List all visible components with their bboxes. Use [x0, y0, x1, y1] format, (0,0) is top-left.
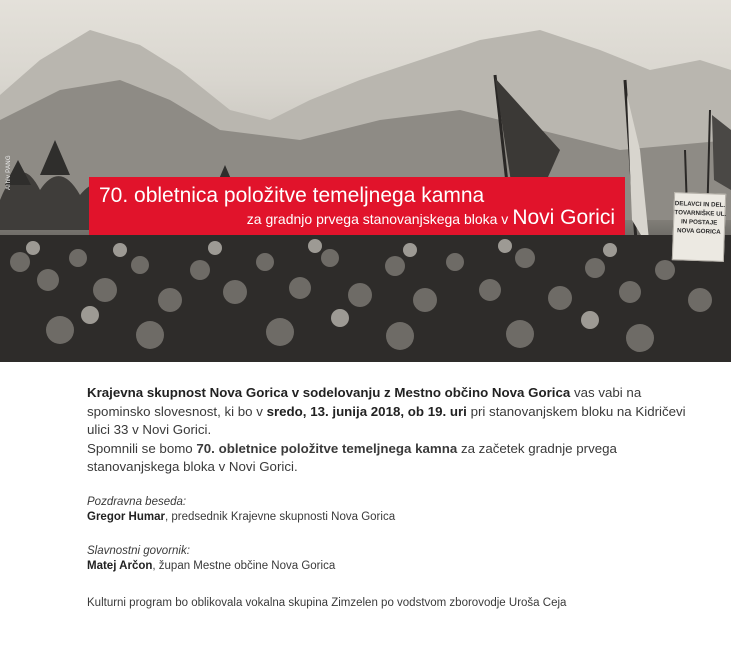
sign-line: IN POSTAJE	[680, 218, 718, 227]
speaker-role: , župan Mestne občine Nova Gorica	[152, 560, 336, 573]
welcome-role: , predsednik Krajevne skupnosti Nova Gorica	[164, 511, 396, 524]
commemoration-paragraph	[87, 440, 687, 477]
banner-title: 70. obletnica položitve temeljnega kamna	[99, 184, 485, 207]
cultural-program: Kulturni program bo oblikovala vokalna skupina Zimzelen po vodstvom zborovodje Uroša Ceja	[87, 597, 567, 609]
title-banner	[89, 177, 625, 235]
banner-place: Novi Gorici	[512, 206, 615, 229]
protest-sign	[672, 192, 726, 262]
commemoration-rest: za začetek gradnje prvega stanovanjskega bloka v Novi Gorici.	[87, 440, 617, 475]
event-date: sredo, 13. junija 2018, ob 19. uri	[266, 403, 467, 419]
speaker-name: Matej Arčon	[87, 560, 153, 573]
welcome-label: Pozdravna beseda:	[87, 495, 187, 508]
speaker-section	[87, 544, 687, 575]
commemoration-lead: Spomnili se bomo	[87, 440, 197, 456]
sign-line: NOVA GORICA	[676, 227, 721, 236]
banner-subtitle: za gradnjo prvega stanovanjskega bloka v	[246, 211, 509, 227]
sign-line: DELAVCI IN DEL.	[674, 200, 726, 209]
intro-text: vas vabi na spominsko slovesnost, ki bo v	[87, 385, 642, 419]
invitation-text	[87, 384, 687, 575]
sign-line: TOVARNIŠKE UL.	[674, 209, 727, 218]
welcome-name: Gregor Humar	[87, 511, 165, 524]
commemoration-highlight: 70. obletnice položitve temeljnega kamna	[196, 440, 458, 456]
banner-subtitle-row	[247, 206, 615, 230]
intro-organizer: Krajevna skupnost Nova Gorica v sodelovanju z Mestno občino Nova Gorica	[87, 385, 571, 400]
welcome-section	[87, 495, 687, 526]
intro-paragraph	[87, 384, 687, 440]
intro-location: pri stanovanjskem bloku na Kidričevi ulici 33 v Novi Gorici.	[87, 403, 686, 438]
photo-credit: Arhiv PANG	[6, 155, 12, 190]
speaker-label: Slavnostni govornik:	[87, 544, 190, 557]
